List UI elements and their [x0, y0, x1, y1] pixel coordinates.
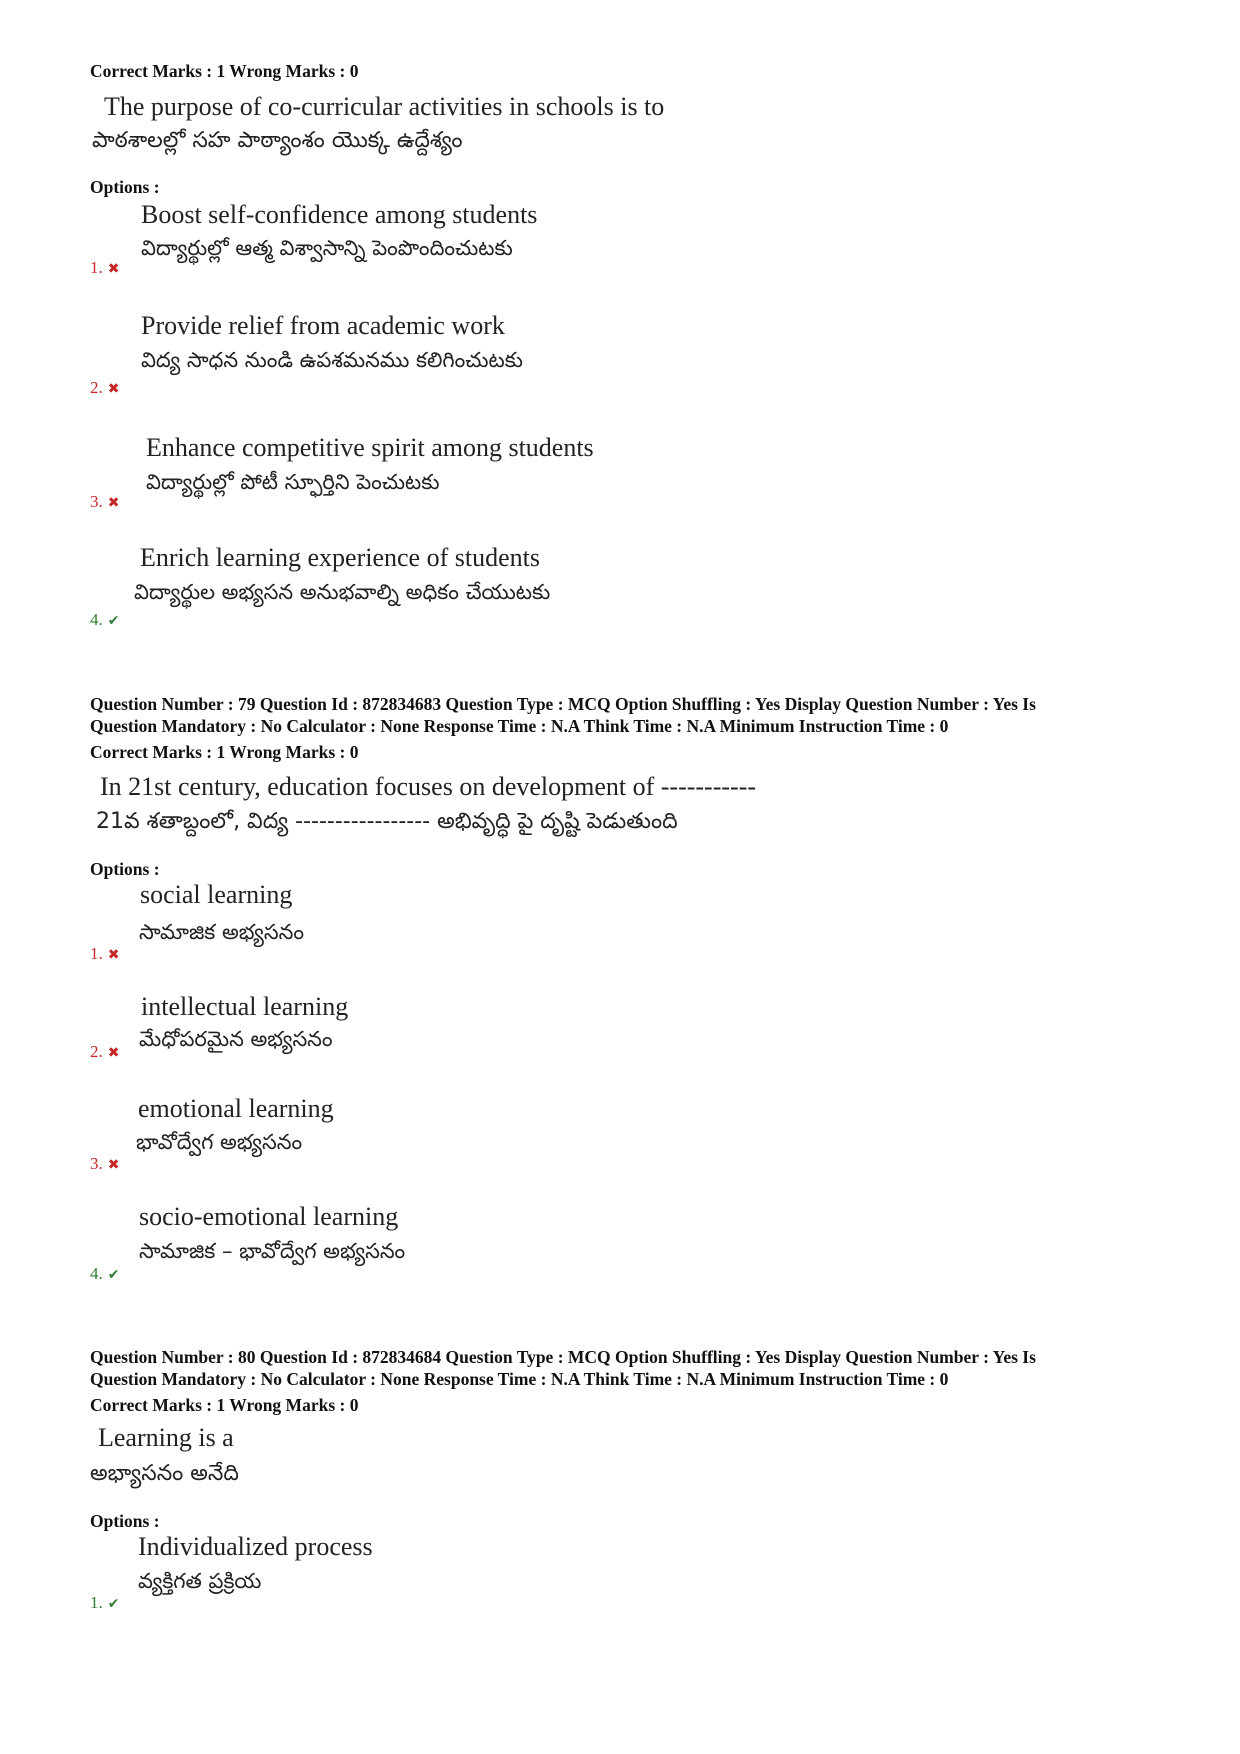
checkmark-icon: ✔	[107, 1267, 120, 1283]
marks-line: Correct Marks : 1 Wrong Marks : 0	[90, 61, 359, 81]
checkmark-icon: ✔	[107, 1596, 120, 1612]
question-header-line: Question Number : 79 Question Id : 872834683 Question Type : MCQ Option Shuffling : Yes Display Question Number : Yes Is	[90, 694, 1036, 714]
option-text-en: Provide relief from academic work	[141, 311, 505, 340]
cross-icon: ✖	[107, 261, 120, 277]
option-text-te: మేధోపరమైన అభ్యసనం	[139, 1027, 333, 1051]
option-text-te: విద్యార్థుల్లో పోటీ స్ఫూర్తిని పెంచుటకు	[146, 470, 440, 494]
question-header-line: Question Number : 80 Question Id : 872834684 Question Type : MCQ Option Shuffling : Yes Display Question Number : Yes Is	[90, 1347, 1036, 1367]
question-text-te: అభ్యాసనం అనేది	[90, 1461, 239, 1486]
option-number: 4. ✔	[90, 610, 120, 629]
question-text-te: పాఠశాలల్లో సహ పాఠ్యాంశం యొక్క ఉద్దేశ్యం	[92, 128, 463, 153]
option-number: 2. ✖	[90, 1042, 120, 1061]
option-number: 1. ✖	[90, 944, 120, 963]
option-number: 3. ✖	[90, 492, 120, 511]
options-label: Options :	[90, 859, 160, 879]
option-text-te: వ్యక్తిగత ప్రక్రియ	[138, 1569, 262, 1593]
cross-icon: ✖	[107, 495, 120, 511]
options-label: Options :	[90, 1511, 160, 1531]
question-text-en: Learning is a	[98, 1423, 234, 1452]
option-text-te: విద్యార్థుల్లో ఆత్మ విశ్వాసాన్ని పెంపొందించుటకు	[141, 236, 513, 260]
marks-line: Correct Marks : 1 Wrong Marks : 0	[90, 1395, 359, 1415]
question-header-line: Question Mandatory : No Calculator : None Response Time : N.A Think Time : N.A Minimum Instruction Time : 0	[90, 1369, 949, 1389]
question-header-line: Question Mandatory : No Calculator : None Response Time : N.A Think Time : N.A Minimum Instruction Time : 0	[90, 716, 949, 736]
question-text-en: In 21st century, education focuses on development of -----------	[100, 772, 757, 801]
option-number: 2. ✖	[90, 378, 120, 397]
option-text-en: Boost self-confidence among students	[141, 200, 538, 229]
question-header	[90, 1346, 1170, 1390]
cross-icon: ✖	[107, 947, 120, 963]
options-label: Options :	[90, 177, 160, 197]
option-number: 1. ✖	[90, 258, 120, 277]
option-number: 1. ✔	[90, 1593, 120, 1612]
option-text-en: emotional learning	[138, 1094, 334, 1123]
option-text-en: Enrich learning experience of students	[140, 543, 540, 572]
cross-icon: ✖	[107, 1157, 120, 1173]
option-text-en: social learning	[140, 880, 293, 909]
option-text-en: socio-emotional learning	[139, 1202, 399, 1231]
option-number: 3. ✖	[90, 1154, 120, 1173]
cross-icon: ✖	[107, 381, 120, 397]
checkmark-icon: ✔	[107, 613, 120, 629]
option-number: 4. ✔	[90, 1264, 120, 1283]
option-text-en: intellectual learning	[141, 992, 349, 1021]
question-header	[90, 693, 1170, 737]
option-text-en: Enhance competitive spirit among students	[146, 433, 594, 462]
option-text-te: సామాజిక అభ్యసనం	[139, 920, 305, 944]
cross-icon: ✖	[107, 1045, 120, 1061]
option-text-te: భావోద్వేగ అభ్యసనం	[136, 1130, 303, 1154]
option-text-te: విద్య సాధన నుండి ఉపశమనము కలిగించుటకు	[141, 348, 523, 372]
option-text-te: సామాజిక – భావోద్వేగ అభ్యసనం	[139, 1239, 406, 1263]
marks-line: Correct Marks : 1 Wrong Marks : 0	[90, 742, 359, 762]
question-text-te: 21వ శతాబ్దంలో, విద్య ----------------- అభివృద్ధి పై దృష్టి పెడుతుంది	[96, 809, 678, 834]
option-text-en: Individualized process	[138, 1532, 373, 1561]
question-text-en: The purpose of co-curricular activities in schools is to	[104, 92, 665, 121]
option-text-te: విద్యార్థుల అభ్యసన అనుభవాల్ని అధికం చేయుటకు	[134, 580, 551, 604]
